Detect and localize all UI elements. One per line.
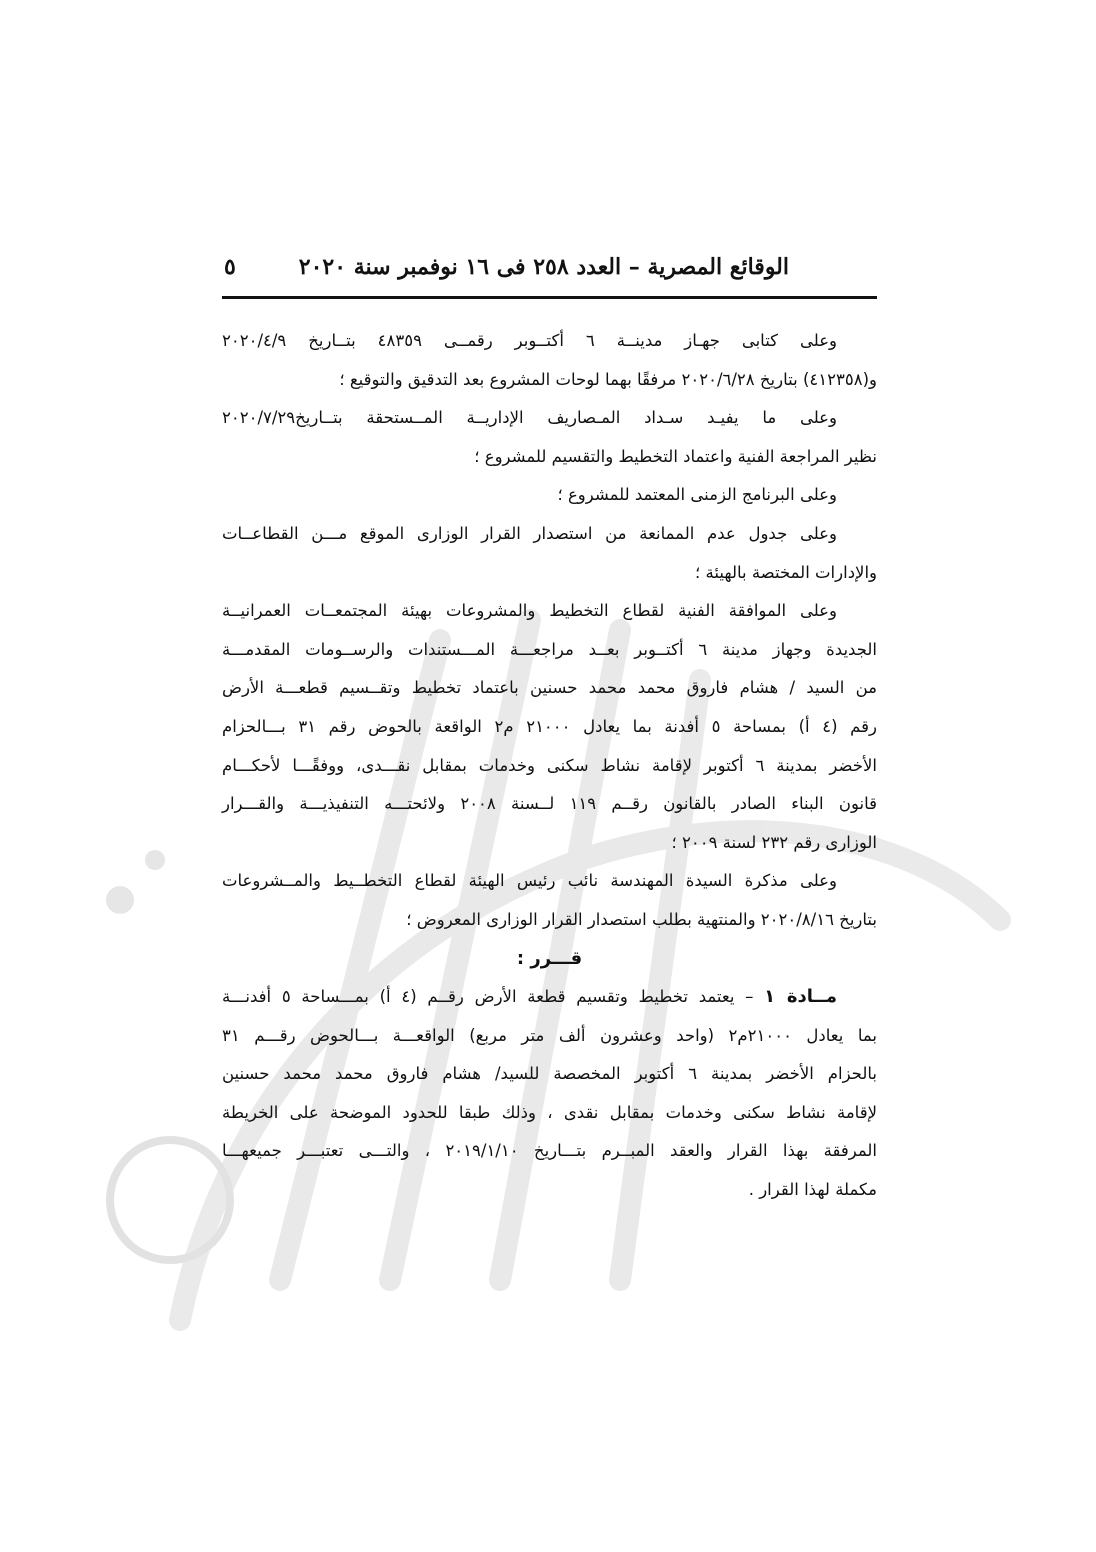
paragraph-line: الجديدة وجهاز مدينة ٦ أكتــوبر بعــد مراجعـــة المـــستندات والرســومات المقدمـــة — [222, 639, 877, 659]
article-line: بما يعادل ٢١٠٠٠م٢ (واحد وعشرون ألف متر مربع) الواقعـــة بـــالحوض رقـــم ٣١ — [222, 1025, 877, 1045]
decree-suffix: : — [516, 947, 531, 969]
article-text: – يعتمد تخطيط وتقسيم قطعة الأرض رقــم (٤ أ) بمـــساحة ٥ أفدنـــة — [222, 987, 765, 1007]
paragraph-line: وعلى مذكرة السيدة المهندسة نائب رئيس الهيئة لقطاع التخطــيط والمــشروعات — [222, 871, 837, 891]
header-title: الوقائع المصرية – العدد ٢٥٨ فى ١٦ نوفمبر سنة ٢٠٢٠ — [298, 254, 789, 280]
decree-word: قـــرر — [530, 947, 583, 969]
decree-heading — [222, 940, 877, 979]
article-line: لإقامة نشاط سكنى وخدمات بمقابل نقدى ، وذلك طبقا للحدود الموضحة على الخريطة — [222, 1102, 877, 1122]
header-divider — [222, 296, 877, 299]
paragraph-line: رقم (٤ أ) بمساحة ٥ أفدنة بما يعادل ٢١٠٠٠ م٢ الواقعة بالحوض رقم ٣١ بـــالحزام — [222, 716, 877, 736]
article-line — [222, 978, 877, 1017]
article-line: المرفقة بهذا القرار والعقد المبــرم بتـــاريخ ٢٠١٩/١/١٠ ، والتـــى تعتبـــر جميعهـــا — [222, 1141, 878, 1161]
document-body — [222, 322, 877, 1210]
paragraph-line: نظير المراجعة الفنية واعتماد التخطيط والتقسيم للمشروع ؛ — [474, 446, 877, 466]
paragraph-line: الأخضر بمدينة ٦ أكتوبر لإقامة نشاط سكنى وخدمات بمقابل نقـــدى، ووفقًـــا لأحكـــام — [222, 755, 878, 775]
article-line: بالحزام الأخضر بمدينة ٦ أكتوبر المخصصة للسيد/ هشام فاروق محمد محمد حسنين — [222, 1064, 877, 1084]
paragraph-line: وعلى ما يفيـد سـداد المـصاريف الإداريــة المــستحقة بتــاريخ٢٠٢٠/٧/٢٩ — [222, 408, 837, 428]
paragraph-line: بتاريخ ٢٠٢٠/٨/١٦ والمنتهية بطلب استصدار القرار الوزارى المعروض ؛ — [406, 909, 877, 929]
paragraph-line: من السيد / هشام فاروق محمد محمد حسنين باعتماد تخطيط وتقــسيم قطعـــة الأرض — [222, 678, 877, 698]
paragraph-line: وعلى جدول عدم الممانعة من استصدار القرار الوزارى الموقع مـــن القطاعــات — [222, 523, 837, 543]
paragraph-line: وعلى البرنامج الزمنى المعتمد للمشروع ؛ — [557, 485, 837, 505]
paragraph-line: وعلى الموافقة الفنية لقطاع التخطيط والمشروعات بهيئة المجتمعــات العمرانيــة — [222, 601, 837, 621]
article-label: مــادة ١ — [764, 986, 837, 1008]
page-number: ٥ — [224, 254, 236, 280]
page-header — [222, 248, 877, 292]
paragraph-line: وعلى كتابى جهـاز مدينــة ٦ أكتــوبر رقمــى ٤٨٣٥٩ بتــاريخ ٢٠٢٠/٤/٩ — [222, 331, 838, 350]
paragraph-line: و(٤١٢٣٥٨) بتاريخ ٢٠٢٠/٦/٢٨ مرفقًا بهما لوحات المشروع بعد التدقيق والتوقيع ؛ — [339, 369, 877, 389]
article-line: مكملة لهذا القرار . — [748, 1180, 877, 1200]
paragraph-line: قانون البناء الصادر بالقانون رقــم ١١٩ لــسنة ٢٠٠٨ ولائحتـــه التنفيذيـــة والقـــرار — [222, 794, 878, 814]
paragraph-line: والإدارات المختصة بالهيئة ؛ — [695, 562, 877, 582]
paragraph-line: الوزارى رقم ٢٣٢ لسنة ٢٠٠٩ ؛ — [671, 832, 877, 852]
